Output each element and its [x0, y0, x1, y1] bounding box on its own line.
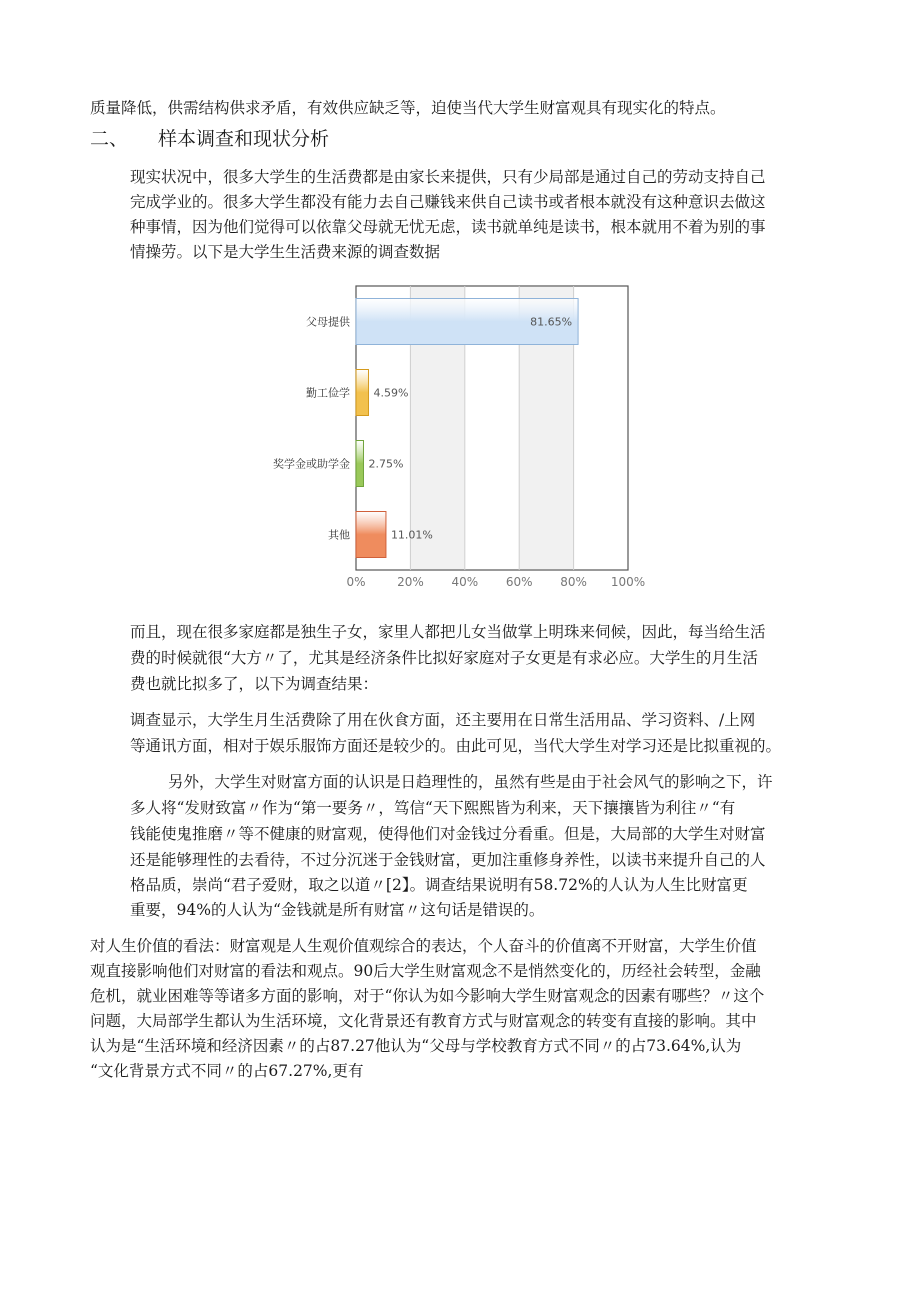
- bar-2: [356, 441, 363, 487]
- paragraph-line: 种事情，因为他们觉得可以依靠父母就无忧无虑，读书就单纯是读书，根本就用不着为别的事: [130, 218, 766, 236]
- paragraph-line: 观直接影响他们对财富的看法和观点。90后大学生财富观念不是悄然变化的，历经社会转型，金融: [90, 962, 761, 980]
- income-source-chart: [268, 272, 648, 590]
- paragraph-line: 格品质，崇尚“君子爱财，取之以道〃[2】。调查结果说明有58.72%的人认为人生比财富更: [130, 876, 748, 894]
- paragraph-line: 等通讯方面，相对于娱乐服饰方面还是较少的。由此可见，当代大学生对学习还是比拟重视的。: [130, 737, 782, 755]
- x-tick-label: 40%: [451, 575, 479, 589]
- category-label: 奖学金或助学金: [273, 457, 350, 471]
- paragraph-line: 完成学业的。很多大学生都没有能力去自己赚钱来供自己读书或者根本就没有这种意识去做这: [130, 193, 766, 211]
- value-label: 4.59%: [373, 386, 409, 400]
- paragraph-line: 费也就比拟多了，以下为调查结果：: [130, 675, 379, 693]
- x-tick-label: 0%: [346, 575, 366, 589]
- x-tick-label: 20%: [397, 575, 424, 589]
- paragraph-line: 而且，现在很多家庭都是独生子女，家里人都把儿女当做掌上明珠来伺候，因此，每当给生活: [130, 623, 766, 641]
- x-tick-label: 100%: [610, 575, 646, 589]
- category-label: 勤工俭学: [306, 386, 350, 400]
- paragraph-line: 对人生价值的看法：财富观是人生观价值观综合的表达，个人奋斗的价值离不开财富，大学生价值: [90, 937, 757, 955]
- paragraph-line: 另外，大学生对财富方面的认识是日趋理性的，虽然有些是由于社会风气的影响之下，许: [168, 773, 773, 791]
- paragraph-line: 问题，大局部学生都认为生活环境，文化背景还有教育方式与财富观念的转变有直接的影响。其中: [90, 1012, 757, 1030]
- paragraph-line: 现实状况中，很多大学生的生活费都是由家长来提供，只有少局部是通过自己的劳动支持自己: [130, 168, 766, 186]
- section-heading: [90, 124, 329, 151]
- x-tick-label: 80%: [560, 575, 587, 589]
- paragraph-line: 重要，94%的人认为“金钱就是所有财富〃这句话是错误的。: [130, 901, 545, 919]
- paragraph-line: 费的时候就很“大方〃了，尤其是经济条件比拟好家庭对子女更是有求必应。大学生的月生活: [130, 649, 758, 667]
- bar-1: [356, 370, 368, 416]
- value-label: 11.01%: [390, 528, 433, 542]
- x-tick-label: 60%: [505, 575, 533, 589]
- value-label: 2.75%: [368, 457, 404, 471]
- intro-line: 质量降低，供需结构供求矛盾，有效供应缺乏等，迫使当代大学生财富观具有现实化的特点。: [90, 99, 726, 117]
- section-title: 样本调查和现状分析: [158, 128, 330, 150]
- paragraph-line: 认为是“生活环境和经济因素〃的占87.27他认为“父母与学校教育方式不同〃的占73.64%,认为: [90, 1037, 742, 1055]
- paragraph-line: 钱能使鬼推磨〃等不健康的财富观，使得他们对金钱过分看重。但是，大局部的大学生对财富: [130, 825, 766, 843]
- category-label: 父母提供: [306, 315, 350, 329]
- paragraph-line: 情操劳。以下是大学生生活费来源的调查数据: [130, 243, 441, 261]
- paragraph-line: “文化背景方式不同〃的占67.27%,更有: [90, 1062, 364, 1080]
- section-number: 二、: [90, 128, 129, 150]
- paragraph-line: 多人将“发财致富〃作为“第一要务〃，笃信“天下熙熙皆为利来，天下攘攘皆为利往〃“有: [130, 799, 736, 817]
- paragraph-line: 危机，就业困难等等诸多方面的影响，对于“你认为如今影响大学生财富观念的因素有哪些？〃这个: [90, 987, 765, 1005]
- paragraph-line: 调查显示，大学生月生活费除了用在伙食方面，还主要用在日常生活用品、学习资料、/上网: [130, 711, 756, 729]
- paragraph-line: 还是能够理性的去看待，不过分沉迷于金钱财富，更加注重修身养性，以读书来提升自己的人: [130, 851, 766, 869]
- bar-3: [356, 512, 386, 558]
- value-label: 81.65%: [530, 315, 573, 329]
- bar-chart-svg: [268, 272, 648, 590]
- category-label: 其他: [328, 528, 350, 542]
